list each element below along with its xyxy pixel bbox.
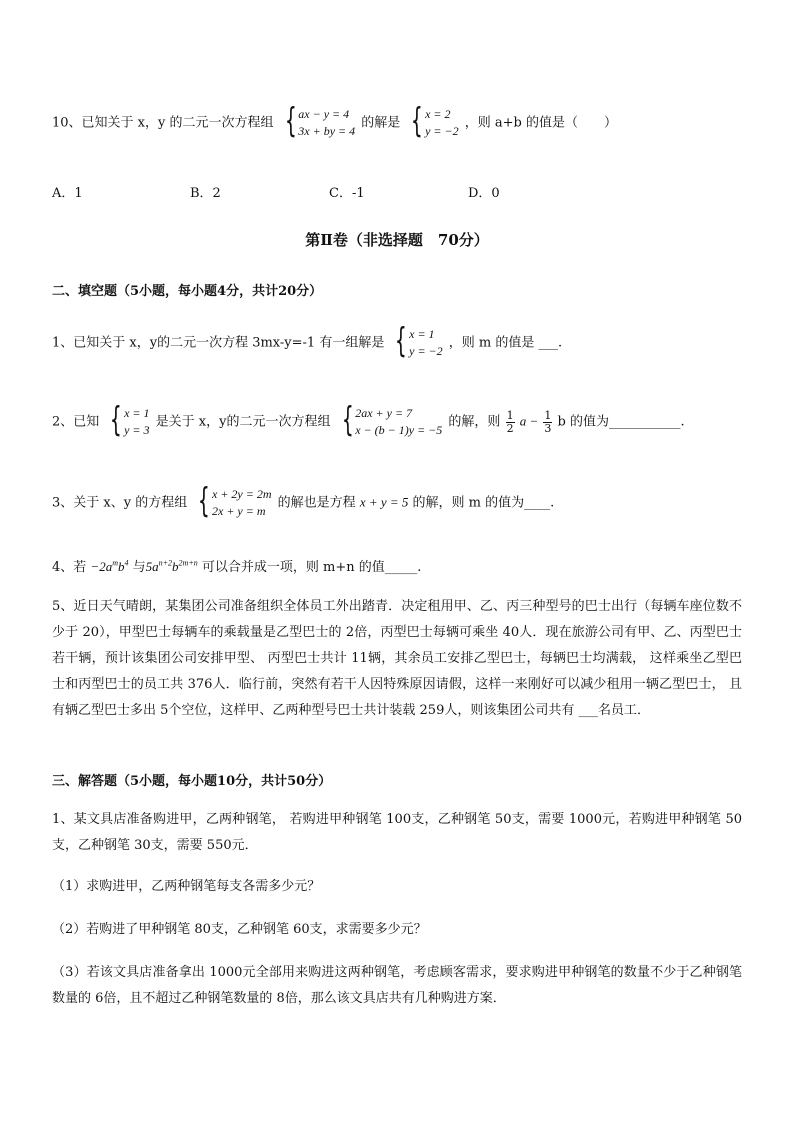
question-10-prefix: 10、已知关于 x，y 的二元一次方程组 xyxy=(52,115,274,131)
fill-question-1-prefix: 1、已知关于 x，y的二元一次方程 3mx-y=-1 有一组解是 xyxy=(52,335,385,351)
exponent: 2m+n xyxy=(178,558,198,568)
equation-line: 3x + by = 4 xyxy=(298,124,356,138)
term: −2a xyxy=(90,559,113,574)
fraction-denominator: 2 xyxy=(506,421,514,435)
exponent: m xyxy=(112,558,118,568)
equation-line: x + 2y = 2m xyxy=(212,487,272,501)
variable-a: a − xyxy=(519,413,539,429)
fill-question-3 xyxy=(52,481,555,521)
choice-d: D．0 xyxy=(468,186,500,201)
fraction-denominator: 3 xyxy=(544,421,552,435)
fill-question-4-prefix: 4、若 xyxy=(52,560,87,575)
fill-question-3-suffix: 的解，则 m 的值为____. xyxy=(412,495,555,511)
equation-line: y = −2 xyxy=(425,124,459,138)
monomial-1 xyxy=(90,559,128,574)
sub-question-1: （1）求购进甲，乙两种钢笔每支各需多少元？ xyxy=(52,879,321,894)
fraction-numerator: 1 xyxy=(506,408,514,422)
equation-line: x = 1 xyxy=(409,327,435,341)
fill-question-2-suffix: b 的值为___________. xyxy=(557,414,685,430)
fill-question-3-prefix: 3、关于 x、y 的方程组 xyxy=(52,495,188,511)
equation-inline: x + y = 5 xyxy=(359,494,409,510)
choice-a: A．1 xyxy=(52,186,83,201)
brace-icon: { xyxy=(395,321,408,361)
equation-line: x = 2 xyxy=(425,107,451,121)
sub-question-3: （3）若该文具店准备拿出 1000元全部用来购进这两种钢笔，考虑顾客需求，要求购进甲种钢笔的数量不少于乙种钢笔数量的 6倍，且不超过乙种钢笔数量的 8倍，那么该文具店共有几种购进方案． xyxy=(52,965,742,1006)
answer-question-1: 1、某文具店准备购进甲，乙两种钢笔， 若购进甲种钢笔 100支，乙种钢笔 50支，需要 1000元，若购进甲种钢笔 50支，乙种钢笔 30支，需要 550元． xyxy=(52,812,742,853)
fill-question-1 xyxy=(52,321,563,361)
question-10-mid: 的解是 xyxy=(361,115,401,131)
brace-icon: { xyxy=(198,481,211,521)
question-10 xyxy=(52,101,617,141)
equation-system xyxy=(337,400,443,440)
fill-question-4 xyxy=(52,556,421,575)
fill-question-2-mid2: 的解，则 xyxy=(448,414,501,430)
brace-icon: { xyxy=(284,101,297,141)
fill-question-4-mid: 与 xyxy=(132,560,146,575)
section-3-heading: 三、解答题（5小题，每小题10分，共计50分） xyxy=(52,774,332,789)
fill-question-2-prefix: 2、已知 xyxy=(52,414,100,430)
solution-system xyxy=(105,400,150,440)
section-2-heading: 二、填空题（5小题，每小题4分，共计20分） xyxy=(52,284,323,299)
equation-line: 2x + y = m xyxy=(212,504,266,518)
question-10-suffix: ，则 a+b 的值是（ ） xyxy=(464,115,617,131)
exponent: n+2 xyxy=(158,558,173,568)
equation-line: 2ax + y = 7 xyxy=(355,406,413,420)
solution-system xyxy=(406,101,459,141)
sub-question-2: （2）若购进了甲种钢笔 80支，乙种钢笔 60支，求需要多少元？ xyxy=(52,922,427,937)
fill-question-1-suffix: ，则 m 的值是 ___. xyxy=(448,335,563,351)
fill-question-4-suffix: 可以合并成一项，则 m+n 的值_____. xyxy=(201,560,422,575)
brace-icon: { xyxy=(411,101,424,141)
part-title: 第Ⅱ卷（非选择题 70分） xyxy=(305,231,489,249)
fraction xyxy=(506,410,515,435)
solution-system xyxy=(390,321,443,361)
brace-icon: { xyxy=(341,400,354,440)
fill-question-2-mid: 是关于 x，y的二元一次方程组 xyxy=(155,414,331,430)
term: b xyxy=(172,559,179,574)
equation-line: ax − y = 4 xyxy=(298,107,350,121)
equation-line: y = 3 xyxy=(124,423,150,437)
fraction-numerator: 1 xyxy=(544,408,552,422)
brace-icon: { xyxy=(110,400,123,440)
choice-b: B．2 xyxy=(190,186,221,201)
fill-question-3-mid: 的解也是方程 xyxy=(277,495,356,511)
equation-line: x = 1 xyxy=(124,406,150,420)
monomial-2 xyxy=(146,559,198,574)
exponent: 4 xyxy=(124,558,129,568)
fraction xyxy=(543,410,552,435)
equation-system xyxy=(280,101,356,141)
fill-question-2 xyxy=(52,400,685,440)
fill-question-5: 5、近日天气晴朗，某集团公司准备组织全体员工外出踏青．决定租用甲、乙、丙三种型号的巴士出行（每辆车座位数不少于 20），甲型巴士每辆车的乘载量是乙型巴士的 2倍，丙型巴士每辆可乘坐 40人．现在旅游公司有甲、乙、丙型巴士若干辆，预计该集团公司安排甲型、 丙型巴士共计 11辆，其余员工安排乙型巴士，每辆巴士均满载， 这样乘坐乙型巴士和丙型巴士的员工共 376人．临行前，突然有若干人因特殊原因请假，这样一来刚好可以减少租用一辆乙型巴士， 且有辆乙型巴士多出 5个空位，这样甲、乙两种型号巴士共计装载 259人，则该集团公司共有 ___名员工． xyxy=(52,599,742,718)
equation-line: x − (b − 1)y = −5 xyxy=(355,423,443,437)
equation-line: y = −2 xyxy=(409,344,443,358)
term: b xyxy=(117,559,125,574)
term: 5a xyxy=(145,559,159,574)
choice-c: C．-1 xyxy=(329,186,365,201)
equation-system xyxy=(193,481,272,521)
